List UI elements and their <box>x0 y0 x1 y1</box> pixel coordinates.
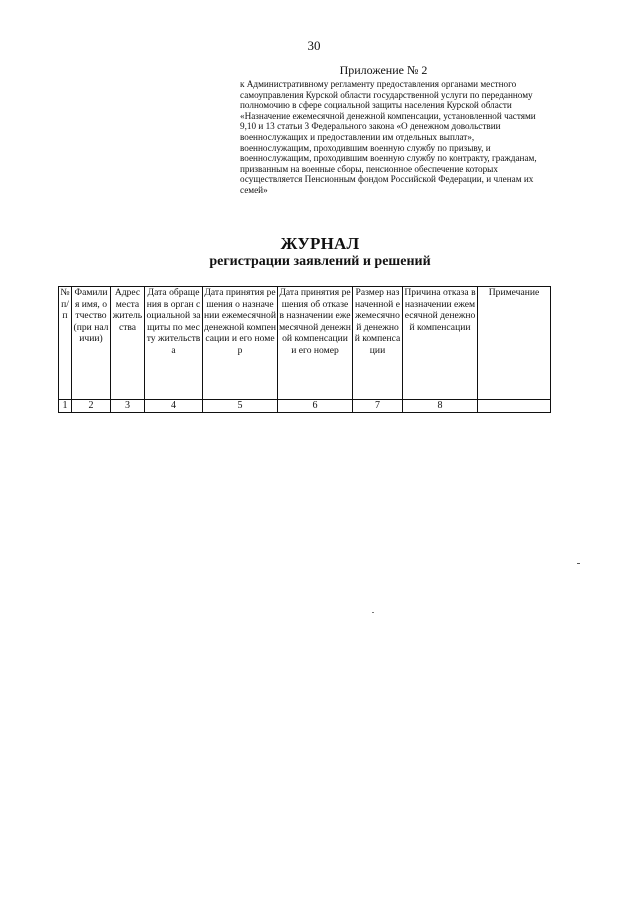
journal-table <box>58 286 551 413</box>
page-number: 30 <box>307 38 321 53</box>
column-number-cell: 5 <box>203 400 278 413</box>
appendix-body: к Административному регламенту предоставления органами местного самоуправления Курской области государственной услуги по переданному полномочию в сфере социальной защиты населения Курской области «Назначение ежемесячной денежной компенсации, установленной частями 9,10 и 13 статьи 3 Федерального закона «О денежном довольствии военнослужащих и предоставлении им отдельных выплат», военнослужащим, проходившим военную службу по призыву, и военнослужащим, проходившим военную службу по контракту, гражданам, призванным на военные сборы, пенсионное обеспечение которых осуществляется Пенсионным фондом Российской Федерации, и членам их семей» <box>240 79 537 195</box>
header-compensation-amount: Размер назначенной ежемесячной денежной компенсации <box>353 287 403 400</box>
column-number-cell: 6 <box>278 400 353 413</box>
column-number-cell: 1 <box>59 400 72 413</box>
journal-subtitle: регистрации заявлений и решений <box>209 254 431 269</box>
journal-title: ЖУРНАЛ <box>280 234 360 253</box>
column-number-cell: 8 <box>403 400 478 413</box>
header-grant-decision: Дата принятия решения о назначении ежемесячной денежной компенсации и его номер <box>203 287 278 400</box>
appendix-block <box>240 63 545 196</box>
appendix-title: Приложение № 2 <box>339 63 428 77</box>
header-notes: Примечание <box>478 287 551 400</box>
column-number-cell: 2 <box>72 400 111 413</box>
scan-speck <box>372 612 374 613</box>
header-full-name: Фамилия имя, отчество (при наличии) <box>72 287 111 400</box>
header-address: Адрес места жительства <box>111 287 145 400</box>
header-refusal-decision: Дата принятия решения об отказе в назначении ежемесячной денежной компенсации и его номер <box>278 287 353 400</box>
column-number-cell: 4 <box>145 400 203 413</box>
table-header-row <box>59 287 551 400</box>
header-application-date: Дата обращения в орган социальной защиты по месту жительства <box>145 287 203 400</box>
table-row <box>59 400 551 413</box>
header-row-number: № п/п <box>59 287 72 400</box>
scan-speck <box>577 563 580 564</box>
header-refusal-reason: Причина отказа в назначении ежемесячной денежной компенсации <box>403 287 478 400</box>
column-number-cell <box>478 400 551 413</box>
column-number-cell: 7 <box>353 400 403 413</box>
column-number-cell: 3 <box>111 400 145 413</box>
